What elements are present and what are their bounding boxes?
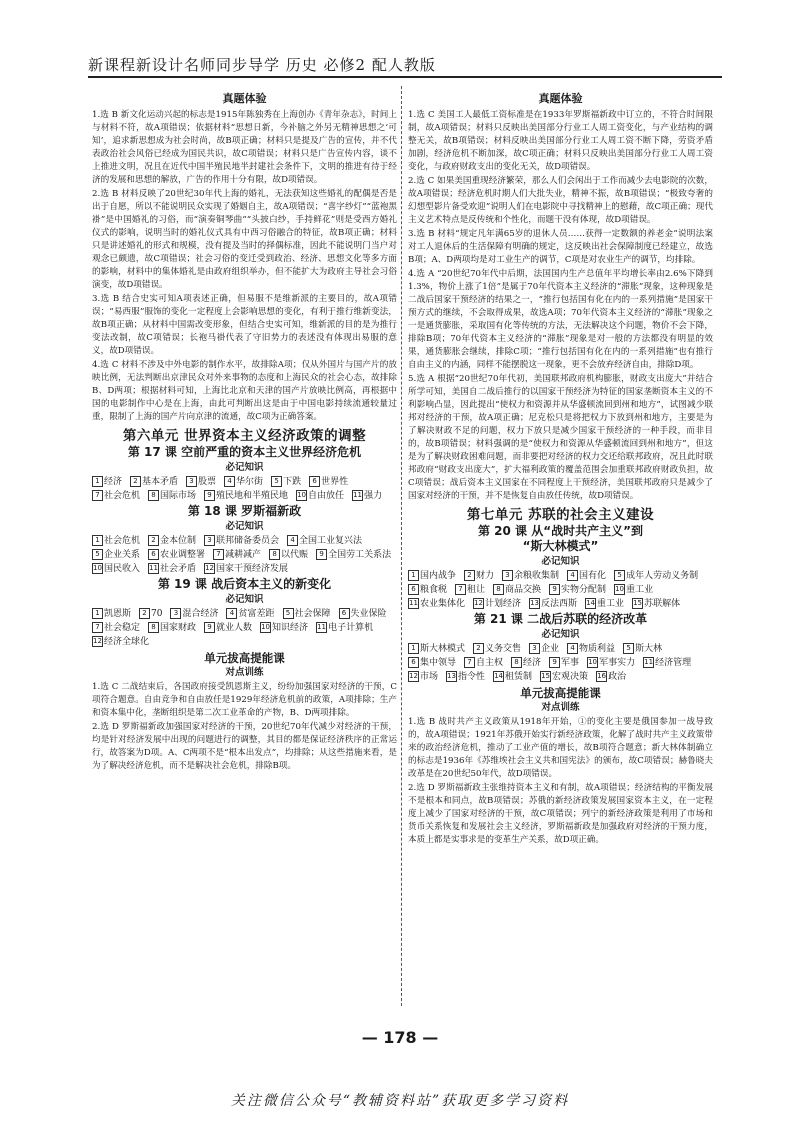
knowledge-heading: 必记知识 bbox=[541, 629, 580, 640]
term-number: 3 bbox=[204, 535, 215, 546]
term-number: 4 bbox=[224, 476, 235, 487]
term-text: 财力 bbox=[476, 571, 495, 581]
term-number: 12 bbox=[205, 564, 214, 572]
term-item bbox=[148, 535, 196, 548]
page-number: — 178 — bbox=[361, 1028, 439, 1047]
practice-heading: 对点训练 bbox=[225, 667, 264, 678]
term-number: 12 bbox=[409, 672, 418, 680]
term-text: 以代赈 bbox=[281, 550, 309, 560]
answer-paragraph: 1.选 B 战时共产主义政策从1918年开始，①的变化主要是俄国参加一战导致的，故A项错误；1921年苏俄开始实行新经济政策，化解了战时共产主义政策带来的政治经济危机，推动了工业产值的增长，故B项符合题意；新大林体制确立的标志是1936年《苏维埃社会主义共和国宪法》的颁布，故C项错误；赫鲁晓夫改革是在20世纪50年代，故D项错误。 bbox=[408, 717, 713, 779]
term-item bbox=[408, 598, 465, 611]
term-item bbox=[446, 671, 485, 684]
term-number: 2 bbox=[148, 535, 159, 546]
term-text: 农业调整署 bbox=[160, 550, 206, 560]
term-item bbox=[287, 535, 362, 548]
term-item bbox=[148, 563, 196, 576]
running-header: 新课程新设计名师同步导学 历史 必修2 配人教版 bbox=[88, 56, 436, 74]
term-number: 9 bbox=[204, 490, 215, 501]
term-text: 经济 bbox=[523, 658, 542, 668]
term-number: 11 bbox=[353, 491, 363, 499]
term-number: 3 bbox=[502, 570, 513, 581]
term-number: 4 bbox=[567, 570, 578, 581]
lesson-title: 第 19 课 战后资本主义的新变化 bbox=[157, 577, 332, 591]
term-number: 11 bbox=[317, 623, 327, 631]
term-number: 10 bbox=[297, 491, 306, 499]
term-item bbox=[408, 657, 456, 670]
term-item bbox=[632, 598, 680, 611]
term-number: 8 bbox=[269, 549, 280, 560]
term-number: 3 bbox=[186, 476, 197, 487]
term-text: 集中领导 bbox=[420, 658, 457, 668]
term-number: 11 bbox=[149, 564, 158, 572]
term-item bbox=[464, 570, 494, 583]
answer-paragraph: 1.选 B 新文化运动兴起的标志是1915年陈独秀在上海创办《青年杂志》，时间上与材料不符，故A项错误；依据材料“思想日新，今补脑之外另无精神思想之‘可知’，追求新思想成为社会时尚，故B项正确；材料只是提及广告的宣传，并不代表政治社会风俗已经成为国民共识，故C项错误；材料只是广告宣传内容，谈不上推进文明，况且在近代中国半殖民地半封建社会条件下，文明的推进有待于经济的发展和思想的解放，广告的作用十分有限，故D项错误。 bbox=[92, 110, 397, 185]
term-text: 斯大林 bbox=[635, 644, 663, 654]
term-item bbox=[269, 549, 308, 562]
term-item bbox=[567, 570, 606, 583]
term-item bbox=[464, 657, 503, 670]
term-text: 斯大林模式 bbox=[420, 644, 466, 654]
term-item bbox=[473, 598, 521, 611]
term-text: 凯恩斯 bbox=[104, 609, 132, 619]
term-number: 1 bbox=[408, 570, 419, 581]
term-text: 国民收入 bbox=[104, 564, 141, 574]
term-item bbox=[549, 657, 579, 670]
term-number: 7 bbox=[92, 622, 103, 633]
term-text: 股票 bbox=[198, 477, 217, 487]
term-text: 国家干预经济发展 bbox=[216, 564, 289, 574]
term-text: 租赁制 bbox=[505, 672, 533, 682]
term-text: 政治 bbox=[608, 672, 627, 682]
term-number: 6 bbox=[339, 608, 350, 619]
section-title: 真题体验 bbox=[222, 92, 267, 105]
term-item bbox=[623, 643, 662, 656]
term-item bbox=[502, 570, 559, 583]
section-title: 真题体验 bbox=[538, 92, 583, 105]
term-text: 粮食税 bbox=[420, 585, 448, 595]
term-text: 经济管理 bbox=[655, 658, 692, 668]
term-number: 4 bbox=[567, 643, 578, 654]
review-title: 单元拔高提能课 bbox=[204, 651, 285, 665]
term-item bbox=[316, 549, 391, 562]
review-title: 单元拔高提能课 bbox=[520, 686, 601, 700]
term-number: 1 bbox=[92, 608, 103, 619]
term-text: 计划经济 bbox=[485, 599, 522, 609]
term-text: 经济 bbox=[104, 477, 123, 487]
term-text: 世界性 bbox=[321, 477, 349, 487]
header-rule bbox=[88, 76, 722, 78]
term-item bbox=[549, 584, 606, 597]
term-text: 社会保障 bbox=[294, 609, 331, 619]
term-text: 实物分配制 bbox=[561, 585, 607, 595]
term-number: 12 bbox=[474, 599, 483, 607]
term-number: 8 bbox=[148, 622, 159, 633]
term-number: 10 bbox=[261, 623, 270, 631]
term-number: 5 bbox=[623, 643, 634, 654]
term-item bbox=[186, 476, 216, 489]
term-text: 电子计算机 bbox=[328, 623, 374, 633]
term-item bbox=[92, 563, 140, 576]
term-number: 2 bbox=[473, 643, 484, 654]
term-text: 混合经济 bbox=[182, 609, 219, 619]
term-number: 9 bbox=[549, 584, 560, 595]
term-text: 指令性 bbox=[458, 672, 486, 682]
term-number: 11 bbox=[409, 599, 418, 607]
term-text: 宏观决策 bbox=[552, 672, 589, 682]
lesson-title: 第 17 课 空前严重的资本主义世界经济危机 bbox=[127, 445, 362, 459]
term-item bbox=[204, 535, 279, 548]
term-number: 8 bbox=[493, 584, 504, 595]
answer-paragraph: 2.选 B 材料反映了20世纪30年代上海的婚礼，无法获知这些婚礼的配偶是否是出于自愿，所以不能说明民众实现了婚姻自主，故A项错误；“喜字纱灯”“蓝袍黑褂”是中国婚礼的习俗，而“演奏铜琴曲”“头披白纱，手持鲜花”则是受西方婚礼仪式的影响，说明当时的婚礼仪式具有中西习俗融合的特征，故B项正确；材料只是讲述婚礼的形式和规模，没有提及当时的择偶标准，因此不能说明门当户对观念已颇遗，故C项错误；社会习俗的变迁受到政治、经济、思想文化等多方面的影响，材料中的集体婚礼是由政府组织举办，但不能扩大为政府主导社会习俗演变，故D项错误。 bbox=[92, 189, 397, 290]
term-item bbox=[271, 476, 301, 489]
term-item bbox=[92, 622, 140, 635]
term-item bbox=[226, 608, 274, 621]
term-text: 失业保险 bbox=[350, 609, 387, 619]
term-text: 自由放任 bbox=[308, 491, 345, 501]
term-number: 15 bbox=[633, 599, 643, 607]
term-item bbox=[204, 622, 252, 635]
term-item bbox=[296, 490, 344, 503]
term-item bbox=[148, 549, 205, 562]
term-item bbox=[148, 622, 196, 635]
term-number: 10 bbox=[588, 658, 598, 666]
term-number: 2 bbox=[464, 570, 475, 581]
term-text: 国有化 bbox=[579, 571, 607, 581]
term-number: 3 bbox=[529, 643, 540, 654]
term-text: 租让 bbox=[467, 585, 486, 595]
term-text: 知识经济 bbox=[272, 623, 309, 633]
term-item bbox=[643, 657, 691, 670]
term-text: 国内战争 bbox=[420, 571, 457, 581]
knowledge-heading: 必记知识 bbox=[541, 556, 580, 567]
term-text: 重工业 bbox=[597, 599, 625, 609]
answer-paragraph: 2.选 C 如果美国重现经济繁荣，那么人们会闲出于工作而减少去电影院的次数，故A项错误；经济危机时期人们大批失业，精神不振，故B项错误；“极致夸奢的幻想型影片备受欢迎”说明人们在电影院中寻找精神上的慰藉，故C项正确；现代主义艺术特点是反传统和个性化，而题干没有体现，故D项错误。 bbox=[408, 176, 713, 225]
term-text: 华尔街 bbox=[236, 477, 264, 487]
term-item bbox=[316, 622, 373, 635]
term-text: 重工业 bbox=[626, 585, 654, 595]
term-text: 市场 bbox=[420, 672, 439, 682]
term-item bbox=[148, 490, 196, 503]
term-number: 5 bbox=[614, 570, 625, 581]
term-text: 商品交换 bbox=[505, 585, 542, 595]
term-item bbox=[455, 584, 485, 597]
term-text: 军事 bbox=[561, 658, 580, 668]
term-number: 8 bbox=[148, 490, 159, 501]
term-number: 7 bbox=[455, 584, 466, 595]
term-item bbox=[408, 671, 438, 684]
term-number: 6 bbox=[408, 657, 419, 668]
term-number: 7 bbox=[464, 657, 475, 668]
term-text: 义务交售 bbox=[485, 644, 522, 654]
term-item bbox=[529, 598, 577, 611]
term-item bbox=[473, 643, 521, 656]
term-item bbox=[339, 608, 387, 621]
term-text: 社会危机 bbox=[104, 536, 141, 546]
term-number: 10 bbox=[615, 585, 625, 593]
term-number: 11 bbox=[644, 658, 654, 666]
term-text: 强力 bbox=[364, 491, 383, 501]
unit-title: 第六单元 世界资本主义经济政策的调整 bbox=[122, 428, 367, 444]
term-item bbox=[585, 598, 624, 611]
answer-paragraph: 2.选 D 罗斯福新政加强国家对经济的干预，20世纪70年代减少对经济的干预，均是针对经济发展中出现的问题进行的调整，其目的都是保证经济秩序的正常运行，故答案为D项。A、C两项不是“根本出发点”，均排除；从这些措施来看，是为了解决经济危机，而不是解决社会危机，排除B项。 bbox=[92, 722, 397, 771]
term-item bbox=[224, 476, 263, 489]
answer-paragraph: 4.选 A “20世纪70年代中后期，法国国内生产总值年平均增长率由2.6%下降到1.3%，物价上涨了1倍”是属于70年代资本主义经济的“滞胀”现象，这种现象是二战后国家干预经济的结果之一，“推行包括国有化在内的一系列措施”是国家干预方式的继续，不会取得成果，故选A项；70年代资本主义经济的“滞胀”现象之一是通货膨胀，采取国有化等传统的方法，无法解决这个问题，物价不会下降，排除B项；70年代资本主义经济的“滞胀”现象是对一般的方法都没有明显的效果，通货膨胀会继续，排除C项；“推行包括国有化在内的一系列措施”也有推行自由主义的内涵，同样不能摆脱这一现象，更不会放弃经济自由，排除D项。 bbox=[408, 269, 713, 370]
term-number: 4 bbox=[226, 608, 237, 619]
term-number: 13 bbox=[530, 599, 539, 607]
term-number: 3 bbox=[170, 608, 181, 619]
term-text: 成年人劳动义务制 bbox=[626, 571, 699, 581]
term-number: 6 bbox=[408, 584, 419, 595]
term-list bbox=[92, 608, 397, 649]
lesson-subtitle: “斯大林模式” bbox=[522, 539, 599, 553]
term-item bbox=[92, 608, 131, 621]
term-number: 1 bbox=[408, 643, 419, 654]
term-text: 全国劳工关系法 bbox=[328, 550, 392, 560]
term-text: 贫富差距 bbox=[238, 609, 275, 619]
answer-paragraph: 3.选 B 结合史实可知A项表述正确，但易服不是维新派的主要目的，故A项错误；“易西服”服饰的变化一定程度上会影响思想的变化，有利于推行维新变法，故B项正确；从材料中国需改变形象，但结合史实可知，维新派的目的是为推行变法改制，故C项错误；长袍马褂代表了守旧势力的表述没有体现出易服的意义，故D项错误。 bbox=[92, 294, 397, 356]
term-text: 物质利益 bbox=[579, 644, 616, 654]
term-number: 5 bbox=[271, 476, 282, 487]
term-text: 减耕减产 bbox=[225, 550, 262, 560]
term-number: 1 bbox=[92, 535, 103, 546]
term-number: 16 bbox=[597, 672, 607, 680]
term-item bbox=[493, 671, 532, 684]
term-number: 1 bbox=[92, 476, 103, 487]
term-item bbox=[614, 584, 653, 597]
left-column bbox=[92, 90, 397, 774]
term-item bbox=[567, 643, 615, 656]
knowledge-heading: 必记知识 bbox=[225, 462, 264, 473]
term-item bbox=[408, 570, 456, 583]
term-text: 全国工业复兴法 bbox=[299, 536, 363, 546]
term-number: 5 bbox=[92, 549, 103, 560]
lesson-title: 第 18 课 罗斯福新政 bbox=[187, 504, 302, 518]
term-text: 联邦储备委员会 bbox=[216, 536, 280, 546]
term-number: 13 bbox=[447, 672, 456, 680]
term-number: 7 bbox=[92, 490, 103, 501]
term-item bbox=[529, 643, 559, 656]
term-item bbox=[92, 549, 140, 562]
answer-paragraph: 2.选 D 罗斯福新政主张维持资本主义和有制，故A项错误；经济结构的平衡发展不是根本和同点，故B项错误；苏俄的新经济政策发展国家资本主义，在一定程度上减少了国家对经济的干预，故C项错误；列宁的新经济政策是利用了市场和货币关系恢复和发展社会主义经济，罗斯福新政是加强政府对经济的干预力度，本质上都是实事求是的变革生产关系，故D项正确。 bbox=[408, 783, 713, 845]
practice-heading: 对点训练 bbox=[541, 702, 580, 713]
term-text: 就业人数 bbox=[216, 623, 253, 633]
term-item bbox=[596, 671, 626, 684]
term-item bbox=[511, 657, 541, 670]
term-item bbox=[540, 671, 588, 684]
term-item bbox=[587, 657, 635, 670]
term-number: 14 bbox=[586, 599, 595, 607]
answer-paragraph: 3.选 B 材料“规定凡年满65岁的退休人员……获得一定数额的养老金”说明法案对工人退休后的生活保障有明确的规定，这反映出社会保障制度已经建立，故选B项；A、D两项均是对工业生产的调节，C项是对农业生产的调节，均排除。 bbox=[408, 229, 713, 265]
term-item bbox=[170, 608, 218, 621]
lesson-title: 第 20 课 从“战时共产主义”到 bbox=[477, 524, 643, 538]
term-item bbox=[352, 490, 382, 503]
term-number: 9 bbox=[316, 549, 327, 560]
term-item bbox=[139, 608, 162, 621]
term-text: 70 bbox=[151, 609, 163, 619]
term-text: 企业关系 bbox=[104, 550, 141, 560]
answer-paragraph: 4.选 C 材料不涉及中外电影的制作水平，故排除A项；仅从外国片与国产片的放映比例，无法判断出京津民众对外来事物的态度和上海民众的社会心态，故排除B、D两项；根据材料可知，上海比北京和天津的国产片放映比例高，再根据中国的电影制作中心是在上海，由此可判断出这是由于中国电影持续流通较量过重，限制了上海的国产片向京津的流通，故C项为正确答案。 bbox=[92, 360, 397, 422]
term-text: 苏联解体 bbox=[644, 599, 681, 609]
term-number: 14 bbox=[494, 672, 503, 680]
term-list bbox=[92, 535, 397, 576]
term-list bbox=[408, 570, 713, 611]
term-text: 下跌 bbox=[283, 477, 302, 487]
term-item bbox=[92, 535, 140, 548]
term-number: 9 bbox=[204, 622, 215, 633]
term-text: 自主权 bbox=[476, 658, 504, 668]
term-item bbox=[92, 490, 140, 503]
answer-paragraph: 5.选 A 根据“20世纪70年代初，美国联邦政府机构膨胀，财政支出庞大”并结合所学可知，美国自二战后推行的以国家干预经济为特征的国家垄断资本主义的不利影响凸显，因此提出“使权力和资源并从华盛顿流回到州和地方”，试图减少联邦对经济的干预，故A项正确；尼克松只是将把权力下放到州和地方，主要是为了解决财政不足的问题，权力下放只是减少国家干预经济的一种手段，而非目的，故B项错误；材料强调的是“使权力和资源从华盛顿流回到州和地方”，但这是为了解决财政困难问题，而非要把对经济的权力交还给联邦政府，况且此时联邦政府“财政支出庞大”，扩大福利政策的覆盖范围会加重联邦政府财政负担，故C项错误；战后资本主义国家在不同程度上干预经济，美国联邦政府只是减少了国家对经济的干预，并不是恢复自由放任传统，故D项错误。 bbox=[408, 374, 713, 501]
right-column bbox=[408, 90, 713, 848]
term-item bbox=[408, 643, 465, 656]
term-number: 2 bbox=[139, 608, 150, 619]
term-text: 社会危机 bbox=[104, 491, 141, 501]
term-item bbox=[614, 570, 698, 583]
term-number: 10 bbox=[93, 564, 102, 572]
term-text: 经济全球化 bbox=[104, 637, 150, 647]
term-text: 社会稳定 bbox=[104, 623, 141, 633]
term-text: 社会矛盾 bbox=[160, 564, 197, 574]
term-text: 基本矛盾 bbox=[142, 477, 179, 487]
term-text: 余粮收集制 bbox=[514, 571, 560, 581]
term-number: 6 bbox=[148, 549, 159, 560]
term-number: 9 bbox=[549, 657, 560, 668]
term-number: 6 bbox=[309, 476, 320, 487]
term-item bbox=[260, 622, 308, 635]
column-divider bbox=[401, 86, 402, 1006]
term-number: 7 bbox=[213, 549, 224, 560]
lesson-title: 第 21 课 二战后苏联的经济改革 bbox=[473, 612, 648, 626]
term-item bbox=[204, 490, 288, 503]
term-text: 反法西斯 bbox=[541, 599, 578, 609]
term-item bbox=[408, 584, 447, 597]
answer-paragraph: 1.选 C 二战结束后，各国政府接受凯恩斯主义，纷纷加强国家对经济的干预，C项符合题意。自由竞争和自由放任是1929年经济危机前的政策，A项排除；生产和资本集中化，垄断组织是第二次工业革命的产物，B、D两项排除。 bbox=[92, 682, 397, 718]
answer-paragraph: 1.选 C 美国工人最低工资标准是在1933年罗斯福新政中订立的，不符合时间限制，故A项错误；材料只反映出美国部分行业工人周工资变化，与产业结构的调整无关，故B项错误；材料反映出美国部分行业工人周工资不断下降，劳资矛盾加剧，经济危机不断加深，故C项正确；材料只反映出美国部分行业工人周工资变化，与政府财政支出的变化无关，故D项错误。 bbox=[408, 110, 713, 172]
term-item bbox=[213, 549, 261, 562]
term-text: 殖民地和半殖民地 bbox=[216, 491, 289, 501]
term-text: 金本位制 bbox=[160, 536, 197, 546]
term-text: 企业 bbox=[541, 644, 560, 654]
knowledge-heading: 必记知识 bbox=[225, 594, 264, 605]
term-number: 2 bbox=[130, 476, 141, 487]
term-number: 8 bbox=[511, 657, 522, 668]
term-text: 军事实力 bbox=[599, 658, 636, 668]
term-item bbox=[92, 476, 122, 489]
term-item bbox=[493, 584, 541, 597]
unit-title: 第七单元 苏联的社会主义建设 bbox=[466, 507, 655, 523]
term-text: 国际市场 bbox=[160, 491, 197, 501]
term-item bbox=[309, 476, 348, 489]
term-list bbox=[92, 476, 397, 503]
term-text: 农业集体化 bbox=[420, 599, 466, 609]
term-item bbox=[204, 563, 288, 576]
term-item bbox=[283, 608, 331, 621]
footer-note: 关注微信公众号“教辅资料站”获取更多学习资料 bbox=[230, 1093, 570, 1109]
term-list bbox=[408, 643, 713, 684]
term-number: 5 bbox=[283, 608, 294, 619]
term-item bbox=[92, 636, 149, 649]
term-number: 4 bbox=[287, 535, 298, 546]
term-text: 国家财政 bbox=[160, 623, 197, 633]
knowledge-heading: 必记知识 bbox=[225, 521, 264, 532]
term-number: 12 bbox=[93, 637, 102, 645]
term-number: 15 bbox=[541, 672, 550, 680]
term-item bbox=[130, 476, 178, 489]
